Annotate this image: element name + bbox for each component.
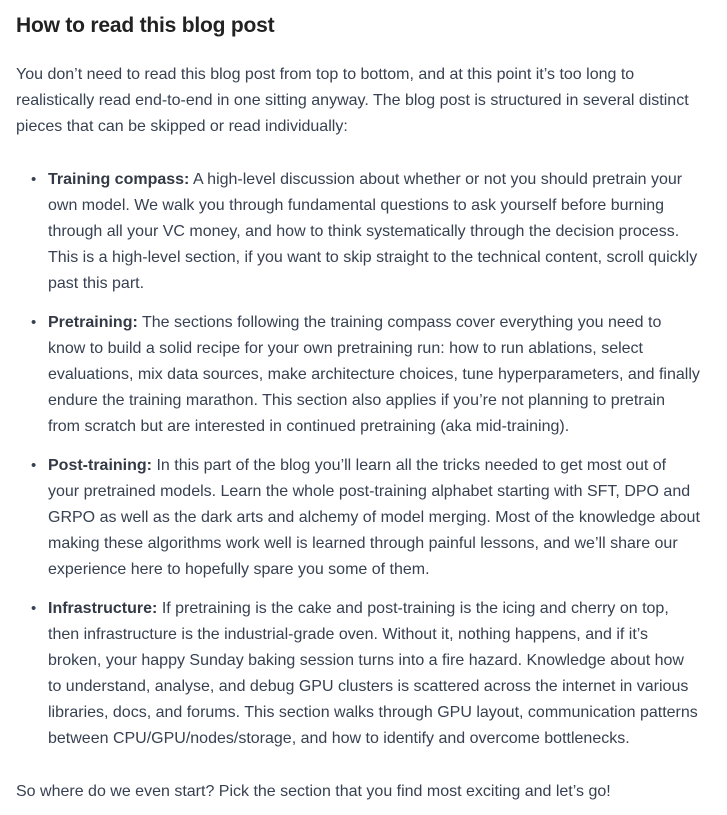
list-item-training-compass (48, 167, 701, 297)
outro-paragraph: So where do we even start? Pick the section that you find most exciting and let’s go! (16, 783, 611, 800)
list-item-label: Pretraining: (48, 314, 138, 331)
list-item-text: The sections following the training compass cover everything you need to know to build a solid recipe for your own pretraining run: how to run ablations, select evaluations, mix data sources, make architecture choices, tune hyperparameters, and finally endure the training marathon. This section also applies if you’re not planning to pretrain from scratch but are interested in continued pretraining (aka mid-training). (48, 314, 700, 435)
list-item-infrastructure (48, 596, 701, 752)
list-item-text: A high-level discussion about whether or not you should pretrain your own model. We walk you through fundamental questions to ask yourself before burning through all your VC money, and how to think systematically through the decision process. This is a high-level section, if you want to skip straight to the technical content, scroll quickly past this part. (48, 171, 698, 292)
list-item-pretraining (48, 310, 701, 440)
list-item-post-training (48, 453, 701, 583)
list-item-label: Infrastructure: (48, 600, 158, 617)
intro-paragraph: You don’t need to read this blog post from top to bottom, and at this point it’s too long to realistically read end-to-end in one sitting anyway. The blog post is structured in several distinct pieces that can be skipped or read individually: (16, 66, 689, 135)
section-overview-list (16, 167, 701, 752)
list-item-label: Post-training: (48, 457, 152, 474)
list-item-label: Training compass: (48, 171, 190, 188)
section-heading: How to read this blog post (16, 14, 275, 37)
list-item-text: In this part of the blog you’ll learn all the tricks needed to get most out of your pretrained models. Learn the whole post-training alphabet starting with SFT, DPO and GRPO as well as the dark arts and alchemy of model merging. Most of the knowledge about making these algorithms work well is learned through painful lessons, and we’ll share our experience here to hopefully spare you some of them. (48, 457, 700, 578)
list-item-text: If pretraining is the cake and post-training is the icing and cherry on top, then infrastructure is the industrial-grade oven. Without it, nothing happens, and if it’s broken, your happy Sunday baking session turns into a fire hazard. Knowledge about how to understand, analyse, and debug GPU clusters is scattered across the internet in various libraries, docs, and forums. This section walks through GPU layout, communication patterns between CPU/GPU/nodes/storage, and how to identify and overcome bottlenecks. (48, 600, 698, 747)
